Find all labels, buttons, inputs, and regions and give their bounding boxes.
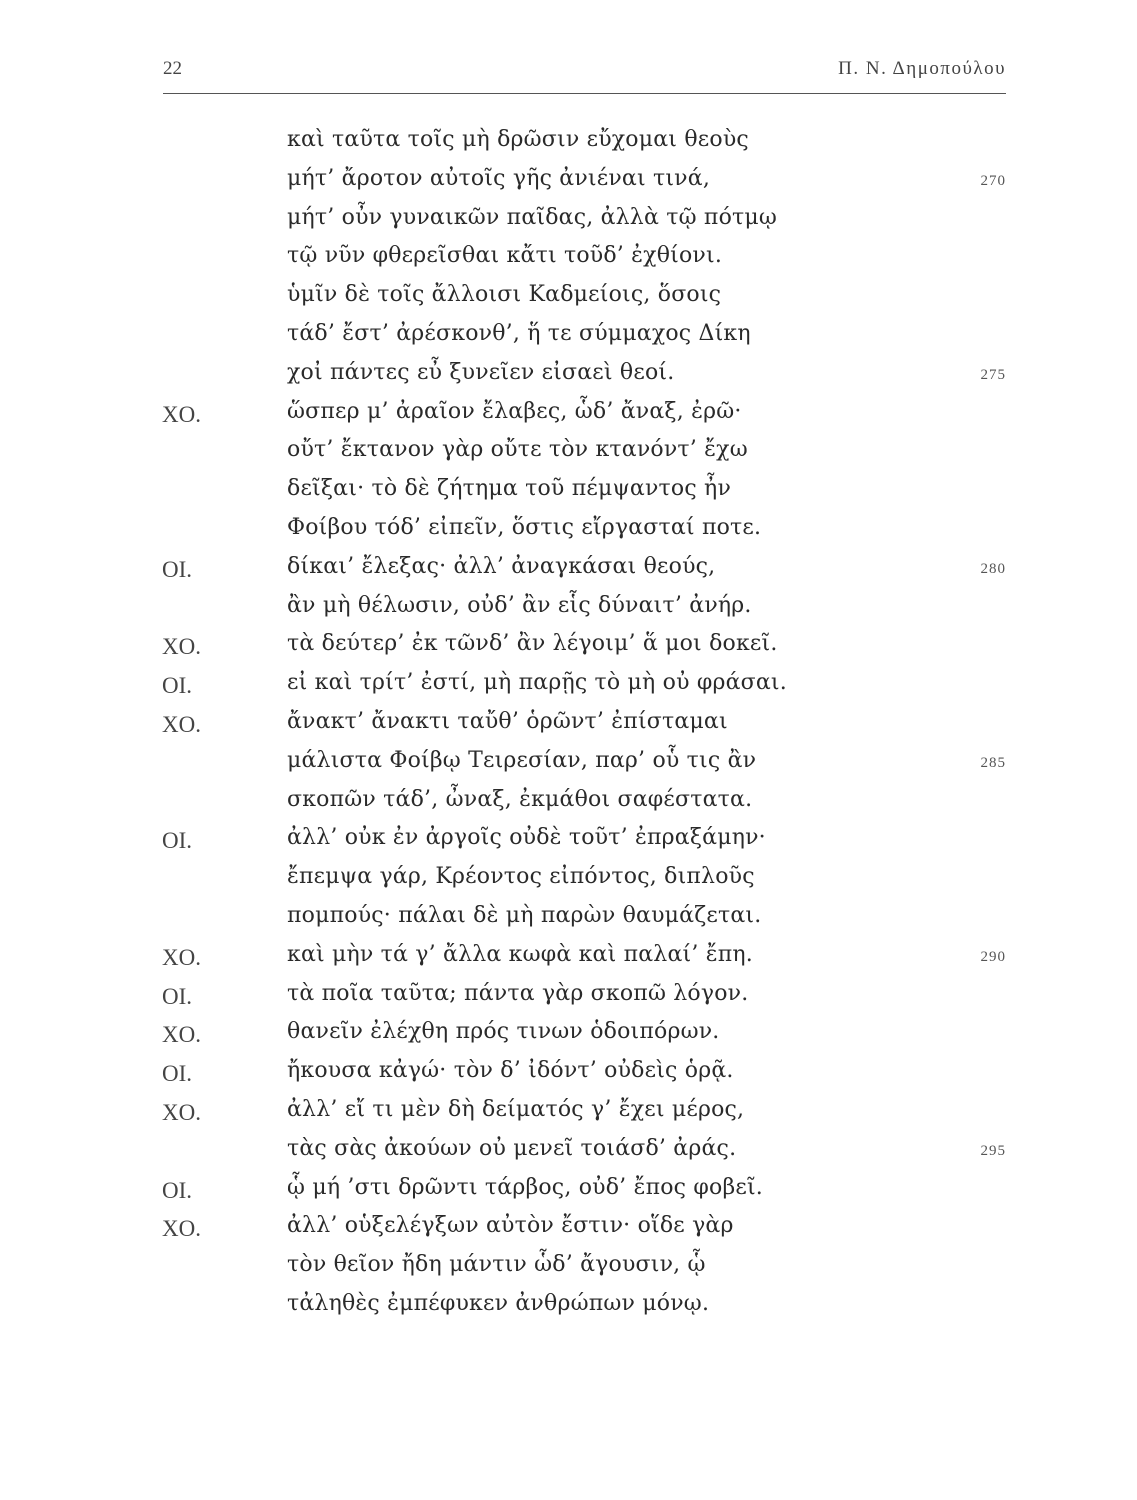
speaker-label: ΟΙ. xyxy=(162,1061,193,1087)
verse-text: καὶ ταῦτα τοῖς μὴ δρῶσιν εὔχομαι θεοὺς xyxy=(287,127,749,152)
verse-line xyxy=(0,243,1137,282)
verse-line xyxy=(0,399,1137,438)
verse-line xyxy=(0,748,1137,787)
verse-text: σκοπῶν τάδ’, ὦναξ, ἐκμάθοι σαφέστατα. xyxy=(287,786,753,812)
verse-line xyxy=(0,554,1137,593)
verse-text: δεῖξαι· τὸ δὲ ζήτημα τοῦ πέμψαντος ἦν xyxy=(287,476,732,502)
speaker-label: ΧΟ. xyxy=(162,711,201,737)
speaker-label: ΟΙ. xyxy=(162,828,193,854)
header-rule xyxy=(163,93,1006,94)
speaker-label: ΧΟ. xyxy=(162,1216,201,1242)
speaker-label: ΧΟ. xyxy=(162,634,201,660)
verse-line xyxy=(0,1136,1137,1175)
line-number: 275 xyxy=(980,366,1006,383)
verse-text: ᾧ μή ’στι δρῶντι τάρβος, οὐδ’ ἔπος φοβεῖ. xyxy=(287,1174,763,1200)
verse-line xyxy=(0,476,1137,515)
verse-text: χοἰ πάντες εὖ ξυνεῖεν εἰσαεὶ θεοί. xyxy=(287,359,675,385)
verse-text: ἀλλ’ οὑξελέγξων αὐτὸν ἔστιν· οἵδε γὰρ xyxy=(287,1213,734,1239)
verse-text: μήτ’ οὖν γυναικῶν παῖδας, ἀλλὰ τῷ πότμῳ xyxy=(287,204,778,230)
verse-line xyxy=(0,127,1137,166)
speaker-label: ΟΙ. xyxy=(162,556,193,582)
verse-line xyxy=(0,1019,1137,1058)
verse-text: ἔπεμψα γάρ, Κρέοντος εἰπόντος, διπλοῦς xyxy=(287,864,755,890)
verse-line xyxy=(0,1175,1137,1214)
verse-line xyxy=(0,709,1137,748)
speaker-label: ΧΟ. xyxy=(162,401,201,427)
speaker-label: ΟΙ. xyxy=(162,983,193,1009)
verse-line xyxy=(0,942,1137,981)
verse-line xyxy=(0,593,1137,632)
verse-line xyxy=(0,787,1137,826)
verse-text: τὰ δεύτερ’ ἐκ τῶνδ’ ἂν λέγοιμ’ ἅ μοι δοκεῖ. xyxy=(287,631,778,657)
verse-text: μήτ’ ἄροτον αὐτοῖς γῆς ἀνιέναι τινά, xyxy=(287,165,711,191)
verse-line xyxy=(0,670,1137,709)
verse-text: τὸν θεῖον ἤδη μάντιν ὧδ’ ἄγουσιν, ᾧ xyxy=(287,1252,706,1278)
verse-line xyxy=(0,1291,1137,1330)
speaker-label: ΟΙ. xyxy=(162,673,193,699)
verse-text: τἀληθὲς ἐμπέφυκεν ἀνθρώπων μόνῳ. xyxy=(287,1290,710,1316)
verse-text: δίκαι’ ἔλεξας· ἀλλ’ ἀναγκάσαι θεούς, xyxy=(287,553,716,579)
verse-line xyxy=(0,981,1137,1020)
line-number: 270 xyxy=(980,172,1006,189)
verse-line xyxy=(0,205,1137,244)
verse-text: ἀλλ’ εἴ τι μὲν δὴ δείματός γ’ ἔχει μέρος, xyxy=(287,1096,745,1122)
verse-text: ἀλλ’ οὐκ ἐν ἀργοῖς οὐδὲ τοῦτ’ ἐπραξάμην· xyxy=(287,825,766,851)
verse-text: τῷ νῦν φθερεῖσθαι κἄτι τοῦδ’ ἐχθίονι. xyxy=(287,243,723,269)
verse-text: εἰ καὶ τρίτ’ ἐστί, μὴ παρῇς τὸ μὴ οὐ φράσαι. xyxy=(287,670,787,696)
line-number: 295 xyxy=(980,1142,1006,1159)
verse-text: τὰ ποῖα ταῦτα; πάντα γὰρ σκοπῶ λόγον. xyxy=(287,980,749,1006)
verse-line xyxy=(0,825,1137,864)
speaker-label: ΧΟ. xyxy=(162,1022,201,1048)
verse-text: θανεῖν ἐλέχθη πρός τινων ὁδοιπόρων. xyxy=(287,1019,720,1045)
line-number: 290 xyxy=(980,948,1006,965)
verse-line xyxy=(0,631,1137,670)
verse-line xyxy=(0,282,1137,321)
verse-line xyxy=(0,1097,1137,1136)
verse-line xyxy=(0,903,1137,942)
verse-line xyxy=(0,1213,1137,1252)
line-number: 280 xyxy=(980,560,1006,577)
verse-text: τὰς σὰς ἀκούων οὐ μενεῖ τοιάσδ’ ἀράς. xyxy=(287,1135,737,1161)
verse-line xyxy=(0,360,1137,399)
verse-line xyxy=(0,166,1137,205)
verse-line xyxy=(0,515,1137,554)
verse-text: ὑμῖν δὲ τοῖς ἄλλοισι Καδμείοις, ὅσοις xyxy=(287,282,722,308)
verse-text: ὥσπερ μ’ ἀραῖον ἔλαβες, ὧδ’ ἄναξ, ἐρῶ· xyxy=(287,398,742,424)
speaker-label: ΧΟ. xyxy=(162,944,201,970)
verse-line xyxy=(0,437,1137,476)
page-number: 22 xyxy=(163,58,182,79)
verse-block xyxy=(0,127,1137,1330)
verse-text: οὔτ’ ἔκτανον γὰρ οὔτε τὸν κτανόντ’ ἔχω xyxy=(287,437,748,463)
verse-text: ἄνακτ’ ἄνακτι ταὔθ’ ὁρῶντ’ ἐπίσταμαι xyxy=(287,708,728,734)
verse-text: ἂν μὴ θέλωσιν, οὐδ’ ἂν εἷς δύναιτ’ ἀνήρ. xyxy=(287,592,752,618)
page-header xyxy=(163,58,1006,94)
verse-line xyxy=(0,1252,1137,1291)
verse-text: τάδ’ ἔστ’ ἀρέσκονθ’, ἥ τε σύμμαχος Δίκη xyxy=(287,320,751,346)
line-number: 285 xyxy=(980,754,1006,771)
verse-text: μάλιστα Φοίβῳ Τειρεσίαν, παρ’ οὗ τις ἂν xyxy=(287,747,757,773)
verse-line xyxy=(0,1058,1137,1097)
verse-text: καὶ μὴν τά γ’ ἄλλα κωφὰ καὶ παλαί’ ἔπη. xyxy=(287,941,753,967)
speaker-label: ΧΟ. xyxy=(162,1099,201,1125)
verse-line xyxy=(0,864,1137,903)
verse-text: ἤκουσα κἀγώ· τὸν δ’ ἰδόντ’ οὐδεὶς ὁρᾷ. xyxy=(287,1058,734,1084)
verse-line xyxy=(0,321,1137,360)
verse-text: πομπούς· πάλαι δὲ μὴ παρὼν θαυμάζεται. xyxy=(287,902,762,928)
running-title: Π. Ν. Δημοπούλου xyxy=(838,58,1006,79)
verse-text: Φοίβου τόδ’ εἰπεῖν, ὅστις εἴργασταί ποτε. xyxy=(287,514,762,540)
speaker-label: ΟΙ. xyxy=(162,1177,193,1203)
